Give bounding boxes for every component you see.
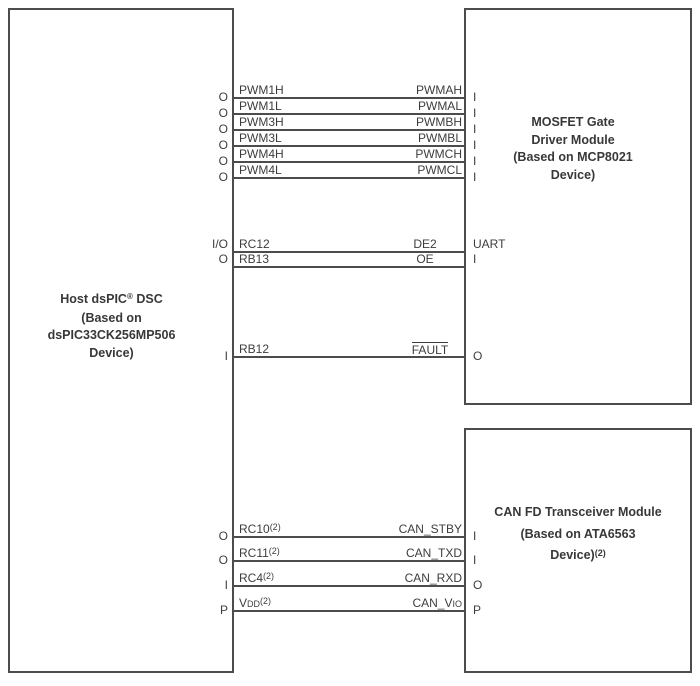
mosfet-title-line4: Device) bbox=[550, 167, 596, 182]
module-pin-label: PWMBL bbox=[417, 131, 462, 145]
module-pin-label: OE bbox=[416, 252, 434, 266]
module-pin-direction: I bbox=[473, 529, 477, 543]
host-pin-label: RB13 bbox=[239, 252, 270, 266]
vio-subscript: IO bbox=[452, 599, 462, 609]
footnote-2-superscript: (2) bbox=[268, 545, 280, 556]
registered-trademark-symbol: ® bbox=[126, 292, 133, 301]
host-title-line3: dsPIC33CK256MP506 bbox=[47, 328, 176, 342]
module-pin-label-active-low: FAULT bbox=[411, 343, 449, 357]
host-pin-direction: P bbox=[219, 603, 228, 617]
module-pin-label: CAN_STBY bbox=[398, 522, 462, 536]
module-pin-label: DE2 bbox=[413, 237, 437, 251]
can-title-line1: CAN FD Transceiver Module bbox=[494, 505, 662, 519]
host-pin-direction: I bbox=[224, 349, 228, 363]
host-pin-direction: I bbox=[224, 578, 228, 592]
mosfet-title-line3: (Based on MCP8021 bbox=[513, 150, 633, 164]
module-pin-direction: I bbox=[473, 553, 477, 567]
host-title-line1: Host dsPIC® DSC bbox=[60, 292, 163, 306]
host-pin-direction: O bbox=[218, 154, 228, 168]
footnote-2-superscript: (2) bbox=[260, 595, 272, 606]
can-title-line2: (Based on ATA6563 bbox=[520, 526, 636, 541]
host-pin-label: PWM3L bbox=[239, 131, 282, 145]
host-pin-label: RC4$^{(2)}$ bbox=[239, 570, 275, 585]
host-pin-direction: O bbox=[218, 553, 228, 567]
mosfet-block-title bbox=[466, 114, 680, 184]
host-pin-direction: O bbox=[218, 252, 228, 266]
module-pin-direction: I bbox=[473, 170, 477, 184]
host-pin-direction: O bbox=[218, 170, 228, 184]
host-pin-label: PWM3H bbox=[239, 115, 284, 129]
host-pin-direction: O bbox=[218, 122, 228, 136]
footnote-2-superscript: (2) bbox=[269, 521, 281, 532]
host-pin-label: RC12 bbox=[239, 237, 270, 251]
module-pin-direction: P bbox=[473, 603, 482, 617]
module-pin-label: PWMCH bbox=[415, 147, 462, 161]
host-pin-label: PWM4H bbox=[239, 147, 284, 161]
host-pin-direction: O bbox=[218, 529, 228, 543]
mosfet-gate-driver-block bbox=[464, 8, 692, 405]
footnote-2-superscript: (2) bbox=[594, 547, 606, 558]
module-pin-label: PWMAH bbox=[416, 83, 462, 97]
module-pin-direction: I bbox=[473, 122, 477, 136]
host-pin-label: PWM1L bbox=[239, 99, 282, 113]
mosfet-title-line1: MOSFET Gate bbox=[531, 115, 615, 129]
host-pin-direction: O bbox=[218, 138, 228, 152]
module-pin-label: CAN_RXD bbox=[404, 571, 462, 585]
module-pin-direction: I bbox=[473, 138, 477, 152]
module-pin-label: CAN_VIO bbox=[412, 596, 462, 610]
module-pin-label: PWMBH bbox=[416, 115, 462, 129]
host-title-line2: (Based on bbox=[81, 310, 142, 325]
can-block-title bbox=[468, 502, 688, 568]
host-pin-label: PWM1H bbox=[239, 83, 284, 97]
host-pin-direction: O bbox=[218, 90, 228, 104]
module-pin-direction: I bbox=[473, 154, 477, 168]
can-title-line3: Device)$^{(2)}$ bbox=[550, 547, 606, 562]
host-pin-label: RC11$^{(2)}$ bbox=[239, 545, 280, 560]
host-pin-direction: I/O bbox=[211, 237, 228, 251]
host-pin-label: VDD$^{(2)}$ bbox=[239, 595, 272, 610]
host-pin-label: RC10$^{(2)}$ bbox=[239, 521, 281, 536]
footnote-2-superscript: (2) bbox=[263, 570, 275, 581]
signal-line bbox=[233, 177, 465, 179]
module-pin-direction: I bbox=[473, 90, 477, 104]
module-pin-direction: O bbox=[473, 578, 483, 592]
module-pin-label: CAN_TXD bbox=[405, 546, 462, 560]
module-pin-label: PWMAL bbox=[417, 99, 462, 113]
vdd-subscript: DD bbox=[247, 599, 261, 609]
module-pin-direction: I bbox=[473, 106, 477, 120]
host-title-line4: Device) bbox=[89, 345, 134, 360]
mosfet-title-line2: Driver Module bbox=[531, 132, 615, 147]
host-pin-label: PWM4L bbox=[239, 163, 282, 177]
module-pin-direction: I bbox=[473, 252, 477, 266]
module-pin-direction: UART bbox=[473, 237, 506, 251]
host-pin-direction: O bbox=[218, 106, 228, 120]
module-pin-direction: O bbox=[473, 349, 483, 363]
signal-line bbox=[233, 266, 465, 268]
host-pin-label: RB12 bbox=[239, 342, 270, 356]
module-pin-label: PWMCL bbox=[417, 163, 462, 177]
